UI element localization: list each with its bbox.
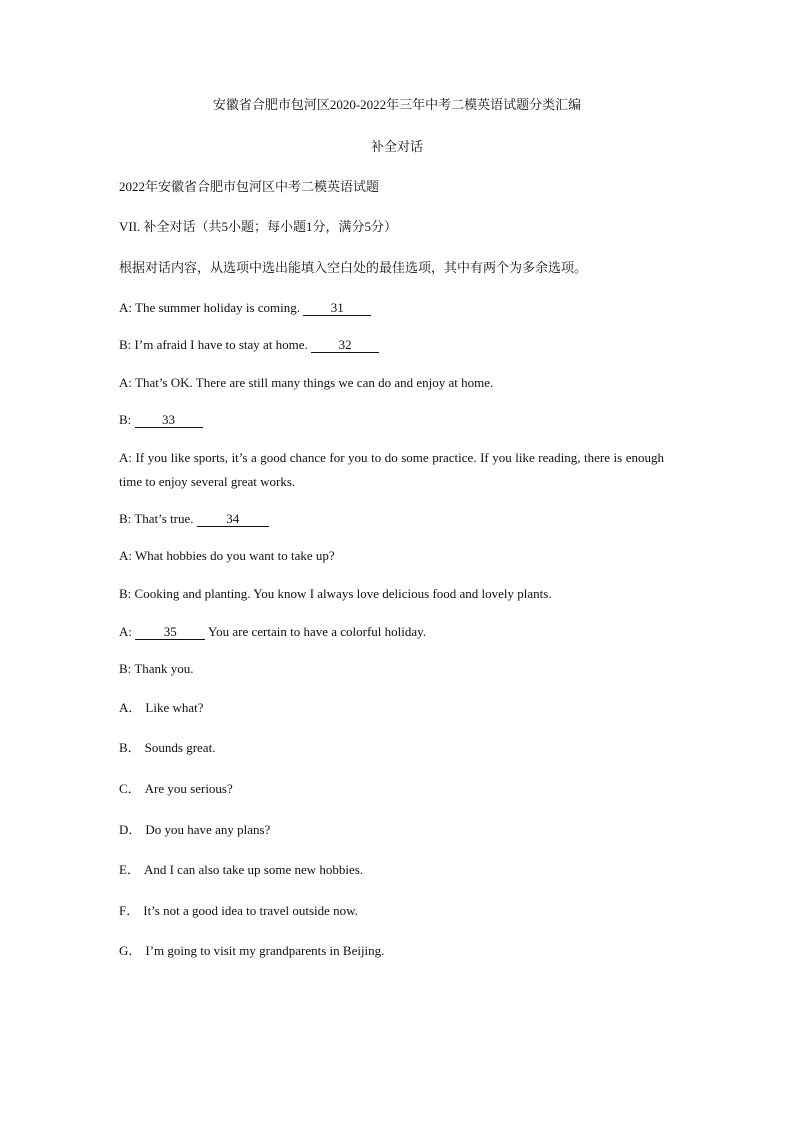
dialogue-text: Thank you. (134, 661, 194, 676)
answer-blank: 34 (197, 512, 269, 527)
option-letter: A． (119, 700, 142, 715)
dialogue-line (119, 337, 379, 353)
option-letter: G． (119, 943, 142, 958)
dialogue-line (119, 586, 552, 602)
speaker-label: B: (119, 586, 132, 601)
dialogue-line (119, 548, 335, 564)
speaker-label: A: (119, 375, 132, 390)
option-item (119, 903, 358, 919)
dialogue-line (119, 511, 269, 527)
document-title: 安徽省合肥市包河区2020-2022年三年中考二模英语试题分类汇编 (212, 97, 582, 112)
option-item (119, 700, 204, 716)
option-letter: E． (119, 862, 140, 877)
option-item (119, 862, 363, 878)
section-heading: VII. 补全对话（共5小题；每小题1分，满分5分） (119, 219, 398, 234)
answer-blank: 35 (135, 625, 205, 640)
option-item (119, 943, 384, 959)
option-letter: B． (119, 740, 141, 755)
dialogue-text: What hobbies do you want to take up? (135, 548, 335, 563)
dialogue-text: The summer holiday is coming. (135, 300, 301, 315)
option-item (119, 740, 215, 756)
answer-blank: 32 (311, 338, 379, 353)
speaker-label: B: (119, 337, 132, 352)
dialogue-text: That’s true. (134, 511, 194, 526)
answer-blank: 31 (303, 301, 371, 316)
option-text: Are you serious? (144, 781, 233, 796)
dialogue-line (119, 412, 203, 428)
speaker-label: A: (119, 624, 132, 639)
dialogue-line (119, 300, 371, 316)
option-text: I’m going to visit my grandparents in Beijing. (145, 943, 385, 958)
instruction-text: 根据对话内容，从选项中选出能填入空白处的最佳选项，其中有两个为多余选项。 (119, 260, 588, 275)
speaker-label: B: (119, 511, 132, 526)
option-letter: C． (119, 781, 141, 796)
option-text: Sounds great. (144, 740, 216, 755)
document-subtitle: 补全对话 (370, 139, 423, 154)
option-text: Do you have any plans? (145, 822, 271, 837)
dialogue-text: Cooking and planting. You know I always love delicious food and lovely plants. (134, 586, 552, 601)
answer-blank: 33 (135, 413, 203, 428)
option-text: It’s not a good idea to travel outside now. (143, 903, 358, 918)
speaker-label: B: (119, 412, 132, 427)
dialogue-text: You are certain to have a colorful holiday. (208, 624, 427, 639)
option-letter: F． (119, 903, 140, 918)
option-letter: D． (119, 822, 142, 837)
option-text: Like what? (145, 700, 204, 715)
speaker-label: A: (119, 300, 132, 315)
dialogue-line (119, 624, 426, 640)
exam-title: 2022年安徽省合肥市包河区中考二模英语试题 (119, 179, 380, 194)
speaker-label: B: (119, 661, 132, 676)
dialogue-line (119, 375, 493, 391)
speaker-label: A: (119, 548, 132, 563)
dialogue-line (119, 661, 194, 677)
option-text: And I can also take up some new hobbies. (143, 862, 364, 877)
option-item (119, 822, 270, 838)
speaker-label: A: (119, 450, 132, 465)
dialogue-text: If you like sports, it’s a good chance for you to do some practice. If you like reading, there is enough time to enjoy several great works. (119, 450, 665, 489)
dialogue-text: That’s OK. There are still many things we can do and enjoy at home. (135, 375, 494, 390)
dialogue-text: I’m afraid I have to stay at home. (134, 337, 308, 352)
option-item (119, 781, 233, 797)
dialogue-line (119, 446, 664, 494)
